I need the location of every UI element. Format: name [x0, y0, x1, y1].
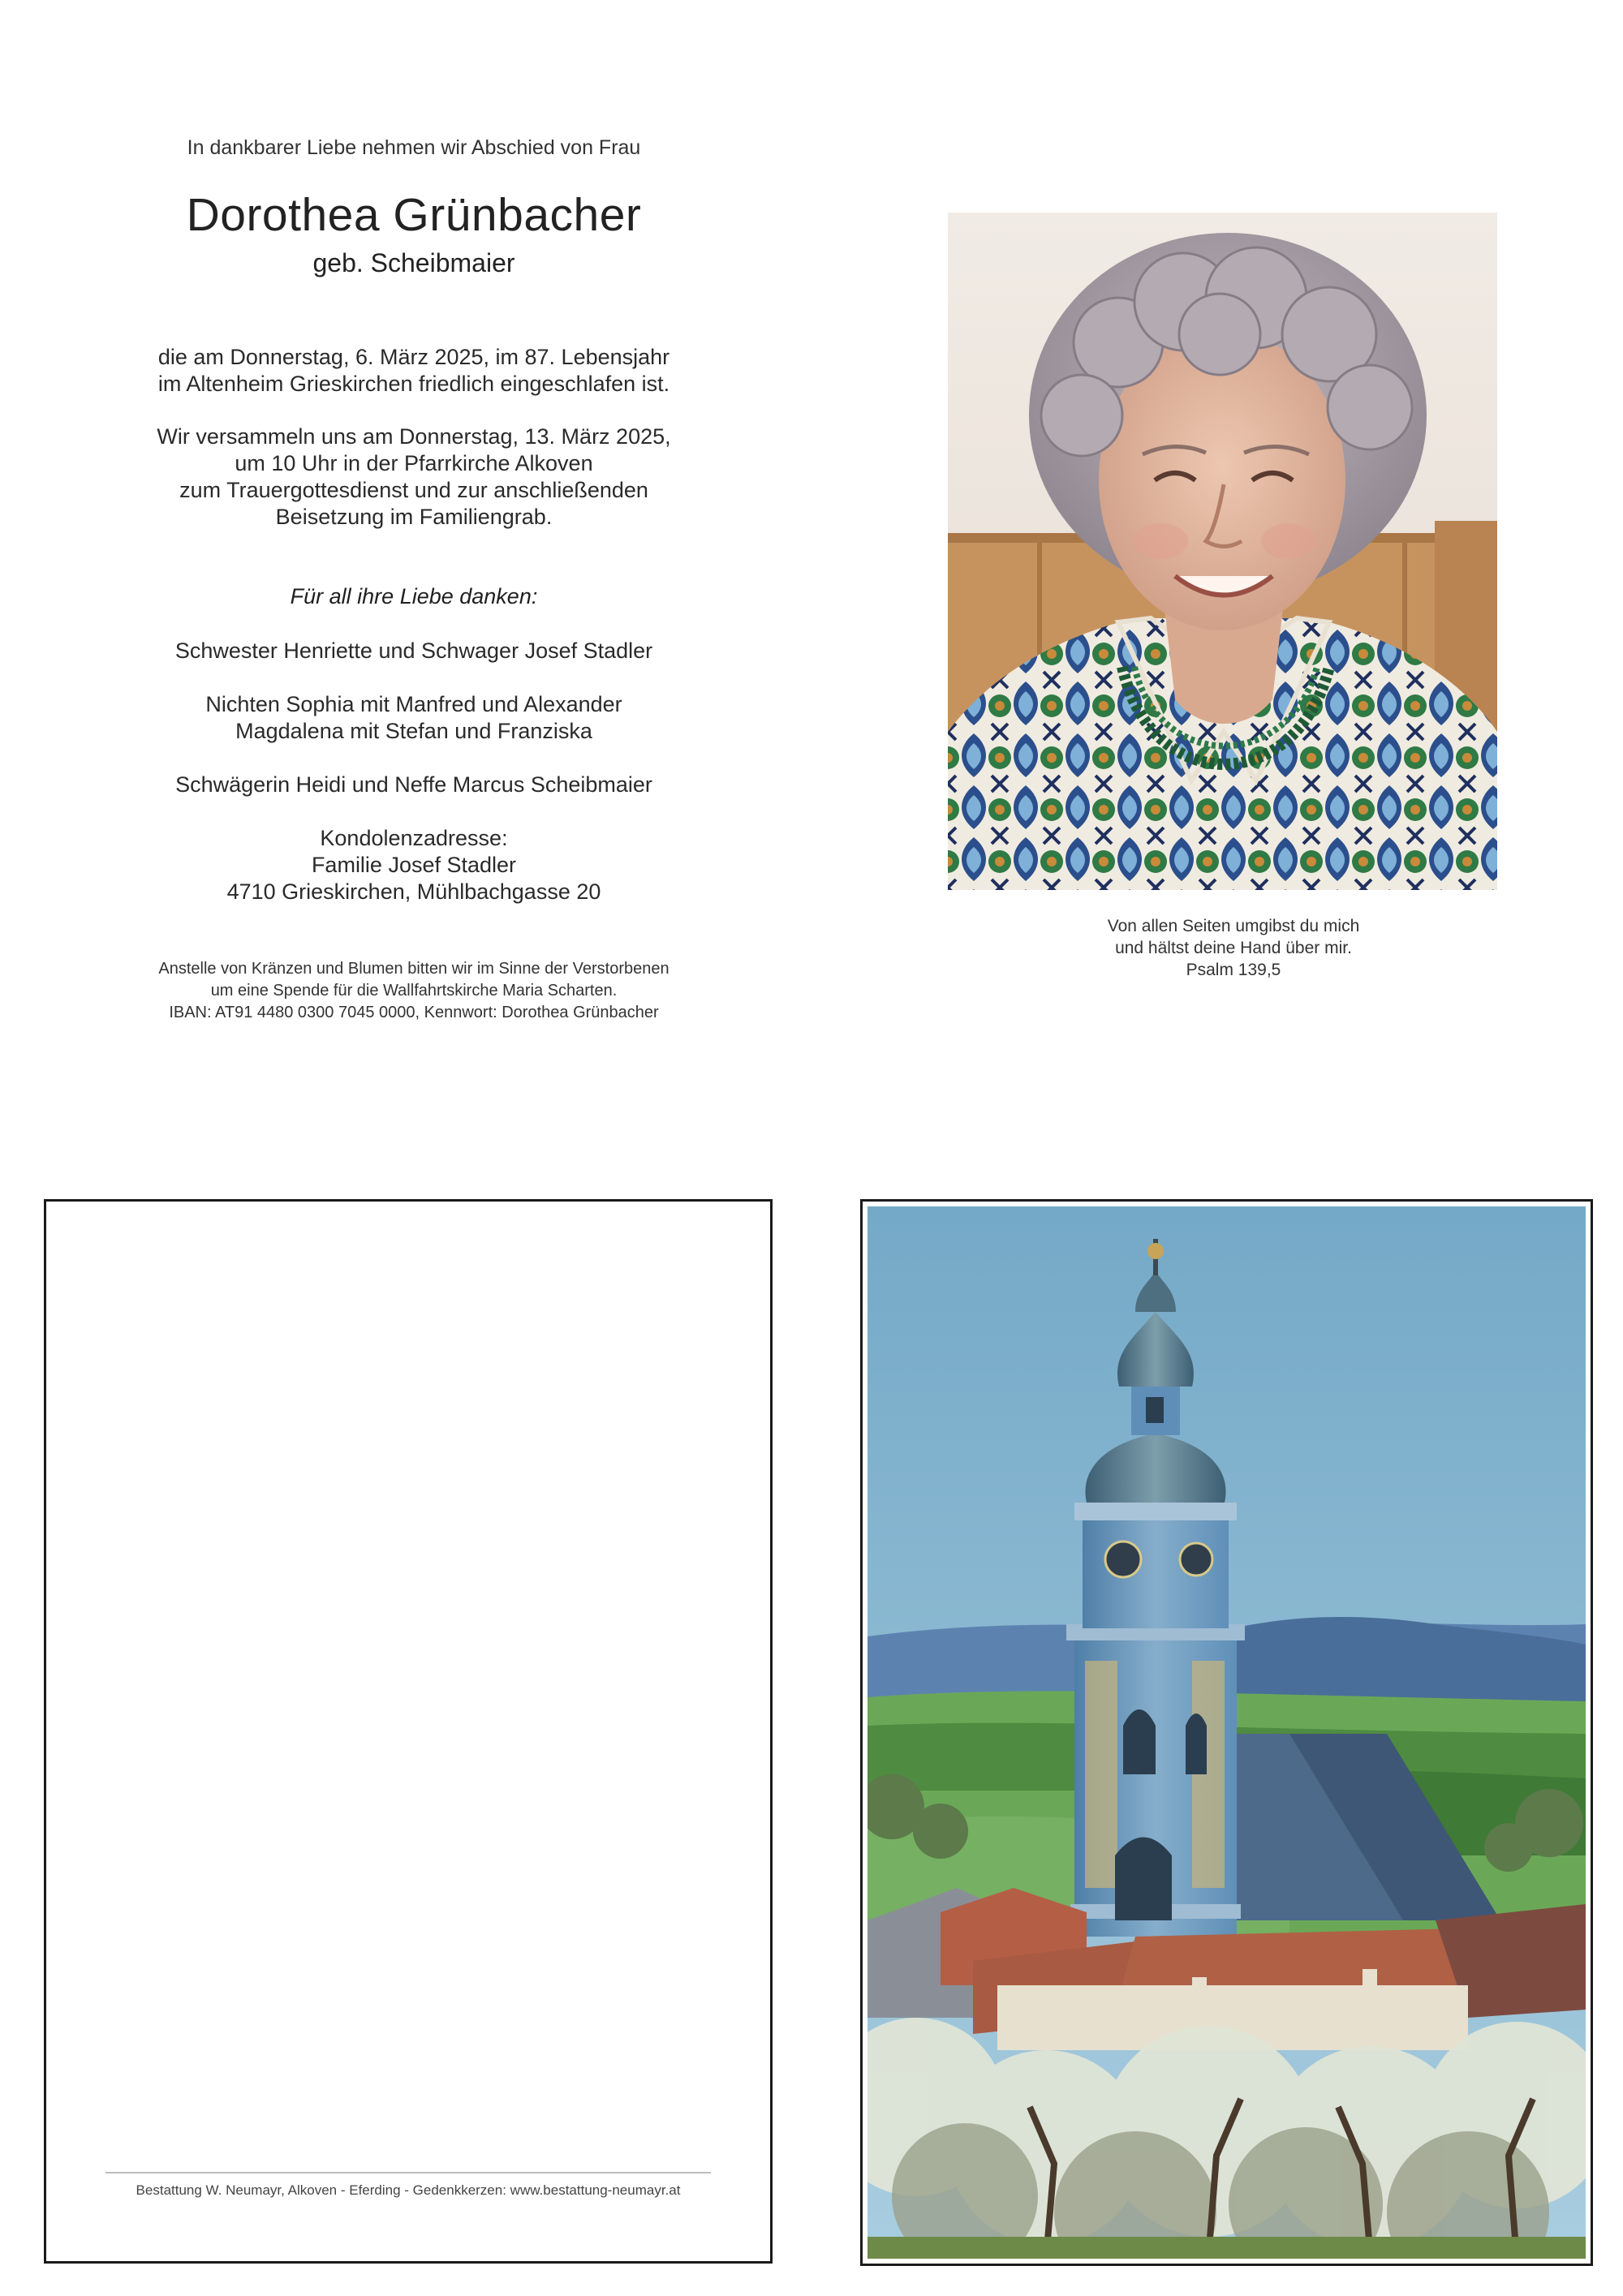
family-group [81, 638, 747, 664]
donation-line: um eine Spende für die Wallfahrtskirche Maria Scharten. [210, 982, 618, 1000]
death-notice [81, 344, 747, 398]
donation-line: IBAN: AT91 4480 0300 7045 0000, Kennwort: Dorothea Grünbacher [169, 1004, 659, 1021]
condolence-line: Familie Josef Stadler [311, 853, 517, 877]
footer-divider [105, 2172, 711, 2173]
psalm-line: Von allen Seiten umgibst du mich [1107, 917, 1360, 935]
death-notice-line: die am Donnerstag, 6. März 2025, im 87. Lebensjahr [157, 345, 670, 369]
back-card-frame [44, 1199, 773, 2264]
donation-note [81, 958, 747, 1024]
intro-line: In dankbarer Liebe nehmen wir Abschied von Frau [187, 136, 641, 159]
family-group [81, 691, 747, 745]
psalm-line: und hältst deine Hand über mir. [1115, 939, 1352, 957]
family-line: Schwägerin Heidi und Neffe Marcus Scheibmaier [175, 772, 652, 797]
service-line: zum Trauergottesdienst und zur anschließenden [179, 478, 648, 502]
condolence-line: 4710 Grieskirchen, Mühlbachgasse 20 [226, 879, 601, 904]
deceased-name: Dorothea Grünbacher [186, 189, 642, 241]
service-notice [81, 424, 747, 531]
thanks-heading: Für all ihre Liebe danken: [290, 584, 538, 608]
psalm-quote [1039, 915, 1428, 981]
family-group [81, 772, 747, 798]
family-line: Nichten Sophia mit Manfred und Alexander [205, 692, 622, 716]
church-picture [867, 1206, 1586, 2259]
maiden-name: geb. Scheibmaier [312, 248, 515, 277]
undertaker-credit: Bestattung W. Neumayr, Alkoven - Eferding - Gedenkkerzen: www.bestattung-neumayr.at [136, 2182, 681, 2198]
psalm-reference: Psalm 139,5 [1186, 961, 1281, 979]
condolence-address [81, 825, 747, 905]
condolence-line: Kondolenzadresse: [320, 826, 508, 850]
donation-line: Anstelle von Kränzen und Blumen bitten wir im Sinne der Verstorbenen [158, 960, 669, 978]
portrait-photo [948, 213, 1497, 890]
service-line: um 10 Uhr in der Pfarrkirche Alkoven [235, 451, 593, 475]
service-line: Wir versammeln uns am Donnerstag, 13. März 2025, [157, 424, 671, 449]
family-line: Magdalena mit Stefan und Franziska [235, 719, 592, 743]
death-notice-line: im Altenheim Grieskirchen friedlich eingeschlafen ist. [157, 372, 670, 396]
family-line: Schwester Henriette und Schwager Josef Stadler [174, 638, 653, 663]
service-line: Beisetzung im Familiengrab. [275, 505, 553, 529]
